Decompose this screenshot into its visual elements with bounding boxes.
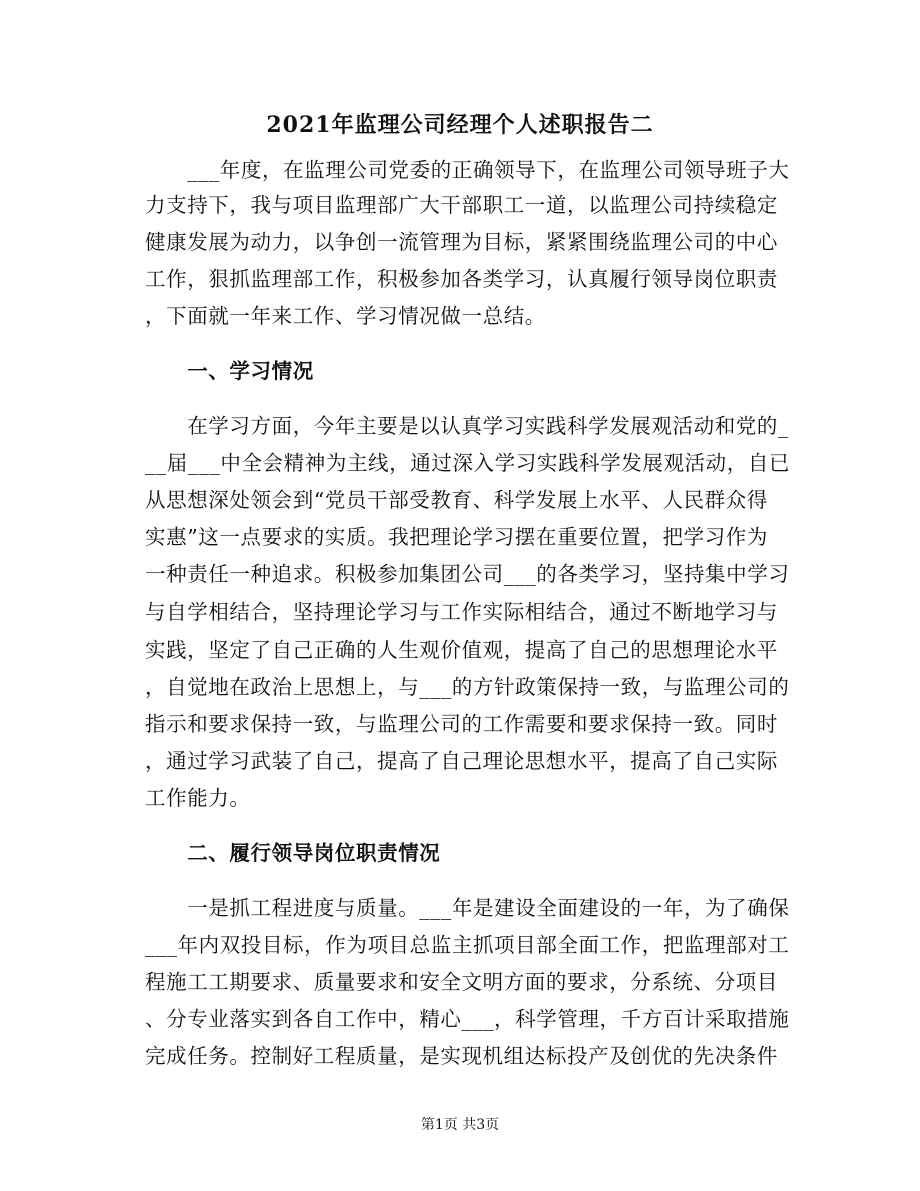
body-line: 指示和要求保持一致，与监理公司的工作需要和要求保持一致。同时: [145, 712, 778, 736]
body-line: 健康发展为动力，以争创一流管理为目标，紧紧围绕监理公司的中心: [145, 230, 778, 254]
body-line: 在学习方面，今年主要是以认真学习实践科学发展观活动和党的_: [145, 414, 789, 438]
body-line: 工作，狠抓监理部工作，积极参加各类学习，认真履行领导岗位职责: [145, 267, 778, 291]
body-line: 程施工工期要求、质量要求和安全文明方面的要求，分系统、分项目: [145, 970, 778, 994]
body-line: 从思想深处领会到“党员干部受教育、科学发展上水平、人民群众得: [145, 488, 768, 512]
body-line: ___年度，在监理公司党委的正确领导下，在监理公司领导班子大: [145, 158, 790, 182]
body-line: 力支持下，我与项目监理部广大干部职工一道，以监理公司持续稳定: [145, 193, 778, 217]
body-line: ，自觉地在政治上思想上，与___的方针政策保持一致，与监理公司的: [145, 675, 790, 699]
body-line: 完成任务。控制好工程质量，是实现机组达标投产及创优的先决条件: [145, 1044, 778, 1068]
body-line: ，通过学习武装了自己，提高了自己理论思想水平，提高了自己实际: [145, 749, 778, 773]
section-heading: 一、学习情况: [145, 359, 314, 383]
body-line: ，下面就一年来工作、学习情况做一总结。: [145, 304, 546, 328]
body-line: 与自学相结合，坚持理论学习与工作实际相结合，通过不断地学习与: [145, 600, 778, 624]
body-line: 实践，坚定了自己正确的人生观价值观，提高了自己的思想理论水平: [145, 638, 778, 662]
body-line: __届___中全会精神为主线，通过深入学习实践科学发展观活动，自已: [145, 451, 791, 475]
body-line: 工作能力。: [145, 786, 251, 810]
body-line: 、分专业落实到各自工作中，精心___，科学管理，千方百计采取措施: [145, 1007, 790, 1031]
body-line: 一种责任一种追求。积极参加集团公司___的各类学习，坚持集中学习: [145, 562, 790, 586]
section-heading: 二、履行领导岗位职责情况: [145, 841, 441, 865]
body-line: ___年内双投目标，作为项目总监主抓项目部全面工作，把监理部对工: [145, 933, 790, 957]
body-line: 实惠”这一点要求的实质。我把理论学习摆在重要位置，把学习作为: [145, 525, 768, 549]
body-line: 一是抓工程进度与质量。___年是建设全面建设的一年，为了确保: [145, 896, 790, 920]
document-title: 2021年监理公司经理个人述职报告二: [266, 112, 654, 138]
page-number-footer: 第1页 共3页: [420, 1117, 500, 1133]
